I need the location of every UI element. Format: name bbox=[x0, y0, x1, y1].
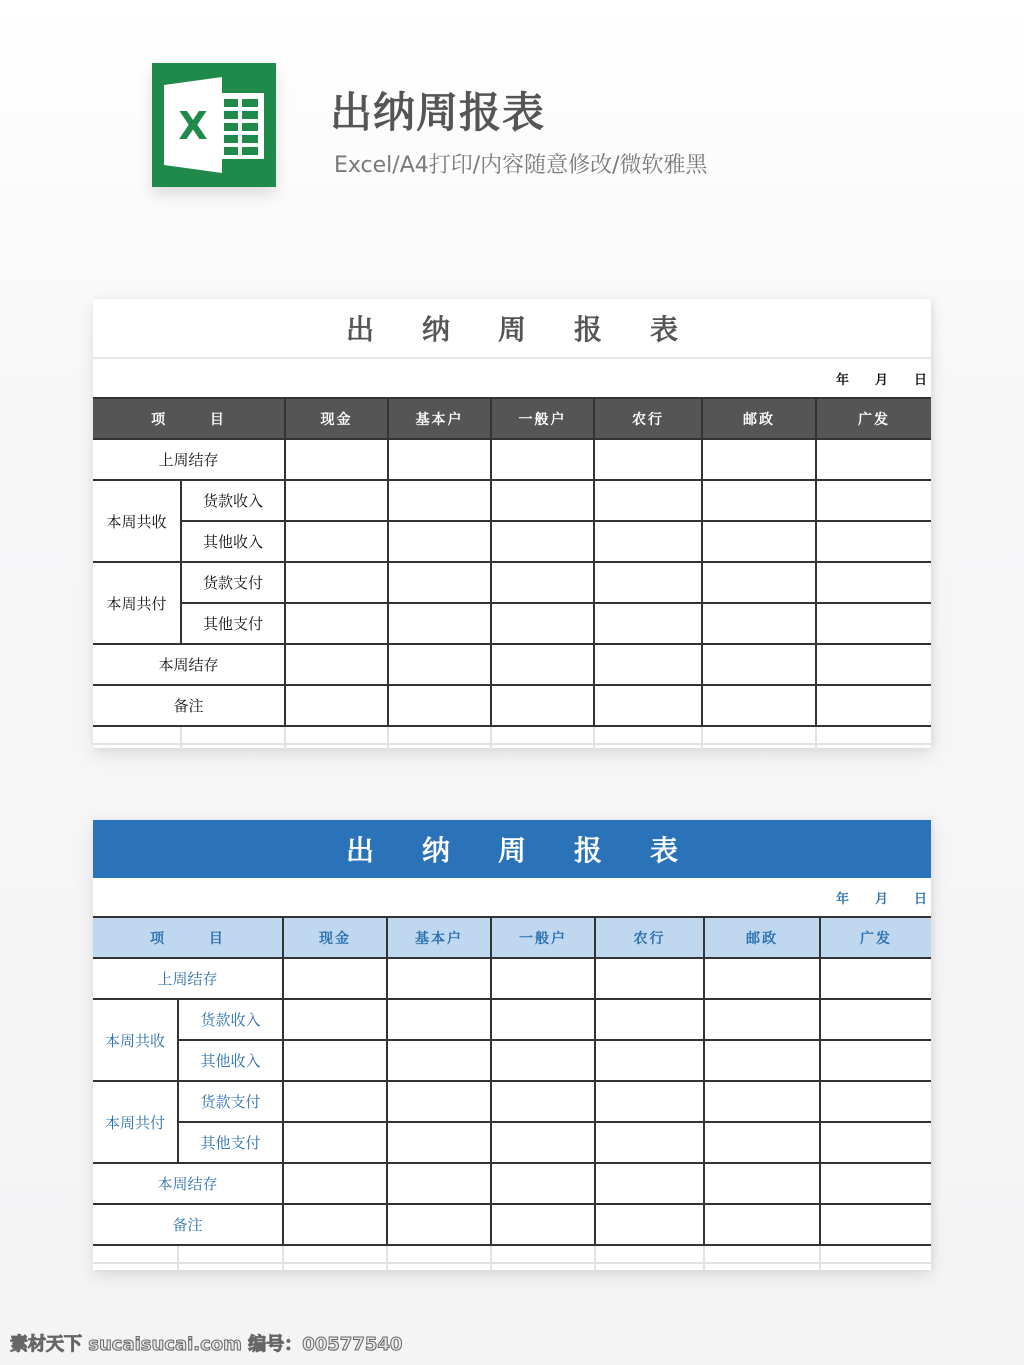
page-title: 出纳周报表 bbox=[330, 88, 546, 137]
cell[interactable] bbox=[820, 1204, 931, 1245]
title-char: 纳 bbox=[421, 834, 450, 867]
cell[interactable] bbox=[704, 958, 820, 999]
cell[interactable] bbox=[595, 1081, 704, 1122]
date-month[interactable]: 月 bbox=[874, 372, 888, 388]
row-label: 其他收入 bbox=[181, 521, 285, 562]
date-row bbox=[93, 359, 931, 397]
col-header-item: 项 目 bbox=[93, 398, 285, 439]
cell[interactable] bbox=[820, 1081, 931, 1122]
cell[interactable] bbox=[704, 1122, 820, 1163]
col-header-postal: 邮政 bbox=[704, 917, 820, 958]
cell[interactable] bbox=[283, 1163, 387, 1204]
row-label: 其他支付 bbox=[178, 1122, 283, 1163]
cell[interactable] bbox=[702, 562, 816, 603]
cell[interactable] bbox=[491, 1163, 595, 1204]
cell[interactable] bbox=[704, 1163, 820, 1204]
report-table bbox=[93, 397, 931, 727]
table-row bbox=[93, 1122, 931, 1163]
row-label: 其他支付 bbox=[181, 603, 285, 644]
col-header-general-account: 一般户 bbox=[491, 917, 595, 958]
cell[interactable] bbox=[387, 1163, 491, 1204]
cell[interactable] bbox=[820, 1163, 931, 1204]
cell[interactable] bbox=[820, 1122, 931, 1163]
table-row bbox=[93, 1081, 931, 1122]
excel-icon bbox=[152, 63, 276, 187]
cell[interactable] bbox=[491, 958, 595, 999]
cell[interactable] bbox=[820, 999, 931, 1040]
group-label: 本周共付 bbox=[93, 1081, 178, 1163]
cell[interactable] bbox=[491, 999, 595, 1040]
col-header-basic-account: 基本户 bbox=[387, 917, 491, 958]
cell[interactable] bbox=[491, 1122, 595, 1163]
row-label: 货款收入 bbox=[178, 999, 283, 1040]
date-day[interactable]: 日 bbox=[913, 372, 927, 388]
table-row bbox=[93, 685, 931, 726]
cell[interactable] bbox=[594, 685, 702, 726]
cell[interactable] bbox=[283, 999, 387, 1040]
sheet-gray bbox=[93, 299, 931, 748]
cell[interactable] bbox=[491, 644, 594, 685]
col-header-abc: 农行 bbox=[595, 917, 704, 958]
cell[interactable] bbox=[816, 603, 931, 644]
title-char: 纳 bbox=[421, 313, 450, 346]
table-row bbox=[93, 1040, 931, 1081]
col-header-basic-account: 基本户 bbox=[388, 398, 491, 439]
table-row bbox=[93, 439, 931, 480]
table-row bbox=[93, 521, 931, 562]
cell[interactable] bbox=[283, 1204, 387, 1245]
cell[interactable] bbox=[702, 480, 816, 521]
table-row bbox=[93, 562, 931, 603]
table-row bbox=[93, 958, 931, 999]
title-char: 表 bbox=[650, 834, 679, 867]
title-char: 周 bbox=[497, 313, 526, 346]
cell[interactable] bbox=[491, 521, 594, 562]
group-label: 本周共收 bbox=[93, 999, 178, 1081]
title-char: 出 bbox=[345, 313, 374, 346]
col-header-cash: 现金 bbox=[285, 398, 388, 439]
cell[interactable] bbox=[387, 1040, 491, 1081]
cell[interactable] bbox=[491, 562, 594, 603]
table-row bbox=[93, 999, 931, 1040]
col-header-cash: 现金 bbox=[283, 917, 387, 958]
row-label: 本周结存 bbox=[93, 1163, 283, 1204]
cell[interactable] bbox=[388, 685, 491, 726]
cell[interactable] bbox=[702, 439, 816, 480]
sheet-title bbox=[93, 299, 931, 359]
table-row bbox=[93, 480, 931, 521]
cell[interactable] bbox=[285, 439, 388, 480]
cell[interactable] bbox=[820, 1040, 931, 1081]
cell[interactable] bbox=[283, 958, 387, 999]
cell[interactable] bbox=[702, 521, 816, 562]
row-label: 备注 bbox=[93, 685, 285, 726]
cell[interactable] bbox=[388, 480, 491, 521]
cell[interactable] bbox=[594, 439, 702, 480]
cell[interactable] bbox=[387, 1204, 491, 1245]
cell[interactable] bbox=[595, 958, 704, 999]
header-row bbox=[93, 398, 931, 439]
cell[interactable] bbox=[816, 685, 931, 726]
col-header-abc: 农行 bbox=[594, 398, 702, 439]
cell[interactable] bbox=[283, 1122, 387, 1163]
cell[interactable] bbox=[388, 644, 491, 685]
title-char: 出 bbox=[345, 834, 374, 867]
cell[interactable] bbox=[594, 521, 702, 562]
cell[interactable] bbox=[491, 685, 594, 726]
cell[interactable] bbox=[594, 480, 702, 521]
cell[interactable] bbox=[594, 644, 702, 685]
cell[interactable] bbox=[285, 685, 388, 726]
empty-grid-rows bbox=[93, 1246, 931, 1271]
cell[interactable] bbox=[491, 1204, 595, 1245]
col-header-cgb: 广发 bbox=[820, 917, 931, 958]
header-row bbox=[93, 917, 931, 958]
col-header-item: 项 目 bbox=[93, 917, 283, 958]
cell[interactable] bbox=[388, 439, 491, 480]
date-day[interactable]: 日 bbox=[913, 891, 927, 907]
cell[interactable] bbox=[491, 480, 594, 521]
title-char: 报 bbox=[574, 834, 603, 867]
date-row bbox=[93, 878, 931, 916]
cell[interactable] bbox=[702, 685, 816, 726]
row-label: 货款收入 bbox=[181, 480, 285, 521]
cell[interactable] bbox=[702, 644, 816, 685]
cell[interactable] bbox=[387, 958, 491, 999]
cell[interactable] bbox=[702, 603, 816, 644]
cell[interactable] bbox=[816, 644, 931, 685]
group-label: 本周共付 bbox=[93, 562, 181, 644]
col-header-cgb: 广发 bbox=[816, 398, 931, 439]
row-label: 其他收入 bbox=[178, 1040, 283, 1081]
table-row bbox=[93, 644, 931, 685]
cell[interactable] bbox=[595, 1163, 704, 1204]
cell[interactable] bbox=[816, 480, 931, 521]
cell[interactable] bbox=[387, 999, 491, 1040]
empty-grid-rows bbox=[93, 727, 931, 752]
row-label: 备注 bbox=[93, 1204, 283, 1245]
cell[interactable] bbox=[594, 562, 702, 603]
row-label: 本周结存 bbox=[93, 644, 285, 685]
report-table bbox=[93, 916, 931, 1246]
title-char: 报 bbox=[574, 313, 603, 346]
page-subtitle: Excel/A4打印/内容随意修改/微软雅黑 bbox=[334, 153, 708, 178]
cell[interactable] bbox=[285, 480, 388, 521]
row-label: 上周结存 bbox=[93, 958, 283, 999]
col-header-general-account: 一般户 bbox=[491, 398, 594, 439]
row-label: 上周结存 bbox=[93, 439, 285, 480]
cell[interactable] bbox=[595, 1122, 704, 1163]
group-label: 本周共收 bbox=[93, 480, 181, 562]
cell[interactable] bbox=[285, 562, 388, 603]
cell[interactable] bbox=[704, 1081, 820, 1122]
sheet-title bbox=[93, 820, 931, 878]
date-month[interactable]: 月 bbox=[874, 891, 888, 907]
table-row bbox=[93, 1163, 931, 1204]
cell[interactable] bbox=[491, 603, 594, 644]
svg-text:X: X bbox=[178, 104, 208, 148]
title-char: 表 bbox=[650, 313, 679, 346]
cell[interactable] bbox=[491, 1081, 595, 1122]
cell[interactable] bbox=[283, 1081, 387, 1122]
title-char: 周 bbox=[497, 834, 526, 867]
table-row bbox=[93, 1204, 931, 1245]
row-label: 货款支付 bbox=[181, 562, 285, 603]
cell[interactable] bbox=[388, 562, 491, 603]
cell[interactable] bbox=[595, 999, 704, 1040]
cell[interactable] bbox=[816, 562, 931, 603]
col-header-postal: 邮政 bbox=[702, 398, 816, 439]
cell[interactable] bbox=[491, 1040, 595, 1081]
cell[interactable] bbox=[387, 1081, 491, 1122]
cell[interactable] bbox=[595, 1204, 704, 1245]
cell[interactable] bbox=[704, 999, 820, 1040]
cell[interactable] bbox=[283, 1040, 387, 1081]
cell[interactable] bbox=[820, 958, 931, 999]
cell[interactable] bbox=[285, 603, 388, 644]
sheet-blue bbox=[93, 820, 931, 1270]
watermark: 素材天下 sucaisucai.com 编号：00577540 bbox=[10, 1334, 403, 1355]
cell[interactable] bbox=[704, 1204, 820, 1245]
cell[interactable] bbox=[816, 521, 931, 562]
cell[interactable] bbox=[388, 603, 491, 644]
row-label: 货款支付 bbox=[178, 1081, 283, 1122]
cell[interactable] bbox=[595, 1040, 704, 1081]
cell[interactable] bbox=[816, 439, 931, 480]
cell[interactable] bbox=[594, 603, 702, 644]
date-year[interactable]: 年 bbox=[835, 891, 849, 907]
cell[interactable] bbox=[387, 1122, 491, 1163]
cell[interactable] bbox=[388, 521, 491, 562]
table-row bbox=[93, 603, 931, 644]
cell[interactable] bbox=[491, 439, 594, 480]
cell[interactable] bbox=[285, 521, 388, 562]
cell[interactable] bbox=[285, 644, 388, 685]
cell[interactable] bbox=[704, 1040, 820, 1081]
date-year[interactable]: 年 bbox=[835, 372, 849, 388]
